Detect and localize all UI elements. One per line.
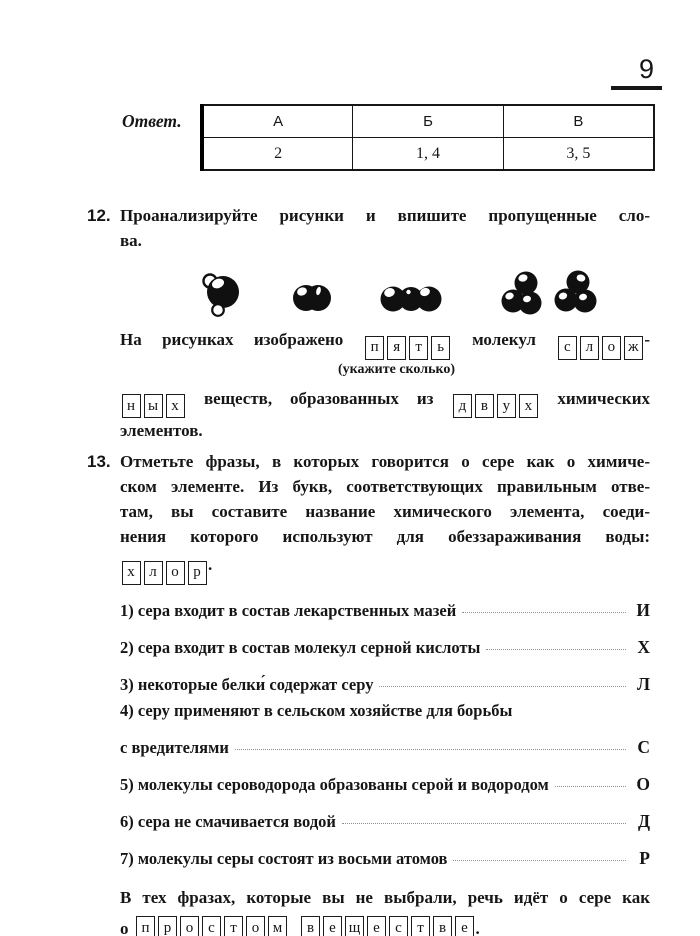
dotted-leader [453, 860, 626, 861]
letter-box: л [580, 336, 599, 360]
dotted-leader [486, 649, 626, 650]
list-item-text: 2) сера входит в состав молекул серной кислоты [120, 637, 481, 657]
question-13-body [120, 449, 650, 936]
period: . [475, 918, 480, 936]
letter-box: т [224, 916, 243, 936]
conclusion-word-boxes-prostom [135, 916, 289, 936]
molecule-illustrations [192, 265, 650, 317]
letter-box: р [188, 561, 207, 585]
letter-box: о [246, 916, 265, 936]
list-item-text: с вредителями [120, 737, 229, 757]
letter-box: ы [144, 394, 163, 418]
answer-letter: Л [636, 673, 650, 694]
answer-word-line [120, 552, 650, 585]
answer-table-header-b: Б [353, 105, 504, 138]
letter-box: е [455, 916, 474, 936]
list-item [120, 773, 650, 796]
hyphen: - [644, 330, 650, 349]
conclusion-line-2 [120, 916, 650, 936]
letter-box: с [558, 336, 577, 360]
answer-table-header-v: В [503, 105, 654, 138]
letter-box: х [122, 561, 141, 585]
period: . [208, 555, 213, 574]
letter-box: х [166, 394, 185, 418]
dotted-leader [555, 786, 626, 787]
question-13-text-line: Отметьте фразы, в которых говорится о сере как о химиче- [120, 452, 650, 471]
answer-table-header-a: А [202, 105, 353, 138]
fill-word-group [556, 330, 650, 355]
list-item-text: 1) сера входит в состав лекарственных мазей [120, 600, 457, 620]
list-item-text: 3) некоторые белки́ содержат серу [120, 674, 374, 694]
answer-table-value-b: 1, 4 [353, 138, 504, 171]
question-13-text-line: там, вы составите название химического элемента, соеди- [120, 502, 650, 521]
triangular-cluster-molecule-illustration [554, 269, 598, 317]
question-12-body [120, 203, 650, 443]
letter-box: в [433, 916, 452, 936]
fill-line-1 [120, 327, 650, 360]
list-item [120, 673, 650, 696]
letter-box: е [323, 916, 342, 936]
letter-box: ж [624, 336, 643, 360]
list-item [120, 810, 650, 833]
list-item-text: 6) сера не смачивается водой [120, 811, 336, 831]
question-12-text-line: ва. [120, 231, 142, 250]
answer-table-value-row [202, 138, 654, 171]
list-item-continuation [120, 736, 650, 759]
letter-box: п [136, 916, 155, 936]
dotted-leader [342, 823, 626, 824]
question-13 [87, 449, 650, 936]
letter-box: о [180, 916, 199, 936]
fill-text: химических [557, 388, 651, 408]
fill-text: молекул [472, 330, 536, 349]
answer-letter: О [636, 773, 650, 794]
page-number-block [611, 56, 662, 90]
letter-box: п [365, 336, 384, 360]
fill-text: веществ, образованных из [203, 388, 434, 408]
letter-box: с [389, 916, 408, 936]
letter-box: м [268, 916, 287, 936]
fill-word-boxes-nyh [120, 394, 186, 418]
letter-box: с [202, 916, 221, 936]
fill-word-boxes-pyat [364, 336, 452, 360]
letter-box: д [453, 394, 472, 418]
letter-box: л [144, 561, 163, 585]
letter-box: я [387, 336, 406, 360]
water-like-molecule-illustration [202, 267, 240, 317]
triangular-cluster-molecule-illustration [500, 269, 544, 317]
answer-row [122, 104, 655, 171]
diatomic-molecule-illustration [292, 279, 332, 317]
question-13-text-line: ском элементе. Из букв, соответствующих правильным отве- [120, 477, 650, 496]
dotted-leader [235, 749, 626, 750]
linear-triatomic-molecule-illustration [380, 279, 442, 317]
answer-table-value-a: 2 [202, 138, 353, 171]
fill-word-boxes-slozh [556, 336, 644, 360]
letter-box: в [301, 916, 320, 936]
list-item-text: 4) серу применяют в сельском хозяйстве для борьбы [120, 700, 513, 720]
fill-line-2 [120, 386, 650, 419]
conclusion-paragraph [120, 885, 650, 936]
letter-box: у [497, 394, 516, 418]
answer-table-value-v: 3, 5 [503, 138, 654, 171]
question-12 [87, 203, 650, 443]
answer-table-header-row [202, 105, 654, 138]
list-item [120, 847, 650, 870]
fill-line-3: элементов. [120, 421, 203, 440]
fill-caption: (укажите сколько) [338, 361, 456, 377]
list-item-text: 5) молекулы сероводорода образованы серой и водородом [120, 774, 549, 794]
statement-list [120, 599, 650, 870]
letter-box: т [409, 336, 428, 360]
page-number: 9 [611, 56, 662, 90]
letter-box: т [411, 916, 430, 936]
question-12-number: 12. [87, 206, 111, 225]
answer-label: Ответ. [122, 111, 182, 131]
question-13-text-line: нения которого используют для обеззараживания воды: [120, 527, 650, 546]
answer-letter: С [637, 736, 650, 757]
conclusion-line-1: В тех фразах, которые вы не выбрали, речь идёт о сере как [120, 887, 650, 907]
list-item [120, 636, 650, 659]
list-item [120, 599, 650, 622]
list-item-text: 7) молекулы серы состоят из восьми атомов [120, 848, 448, 868]
letter-box: х [519, 394, 538, 418]
answer-letter: Д [637, 810, 650, 831]
letter-box: о [602, 336, 621, 360]
answer-table [200, 104, 655, 171]
answer-letter: И [636, 599, 650, 620]
dotted-leader [462, 612, 626, 613]
answer-word-boxes-chlor [120, 561, 208, 585]
fill-word-boxes-dvuh [451, 394, 539, 418]
letter-box: в [475, 394, 494, 418]
letter-box: е [367, 916, 386, 936]
conclusion-prefix: о [120, 918, 129, 936]
list-item [120, 700, 650, 722]
question-12-text-line: Проанализируйте рисунки и впишите пропущенные сло- [120, 206, 650, 225]
letter-box: н [122, 394, 141, 418]
letter-box: щ [345, 916, 364, 936]
answer-letter: Х [637, 636, 650, 657]
letter-box: о [166, 561, 185, 585]
letter-box: р [158, 916, 177, 936]
dotted-leader [379, 686, 626, 687]
question-13-number: 13. [87, 452, 111, 471]
conclusion-word-boxes-veshchestve [300, 916, 476, 936]
answer-letter: Р [639, 847, 650, 868]
fill-text: На рисунках изображено [120, 330, 344, 349]
letter-box: ь [431, 336, 450, 360]
